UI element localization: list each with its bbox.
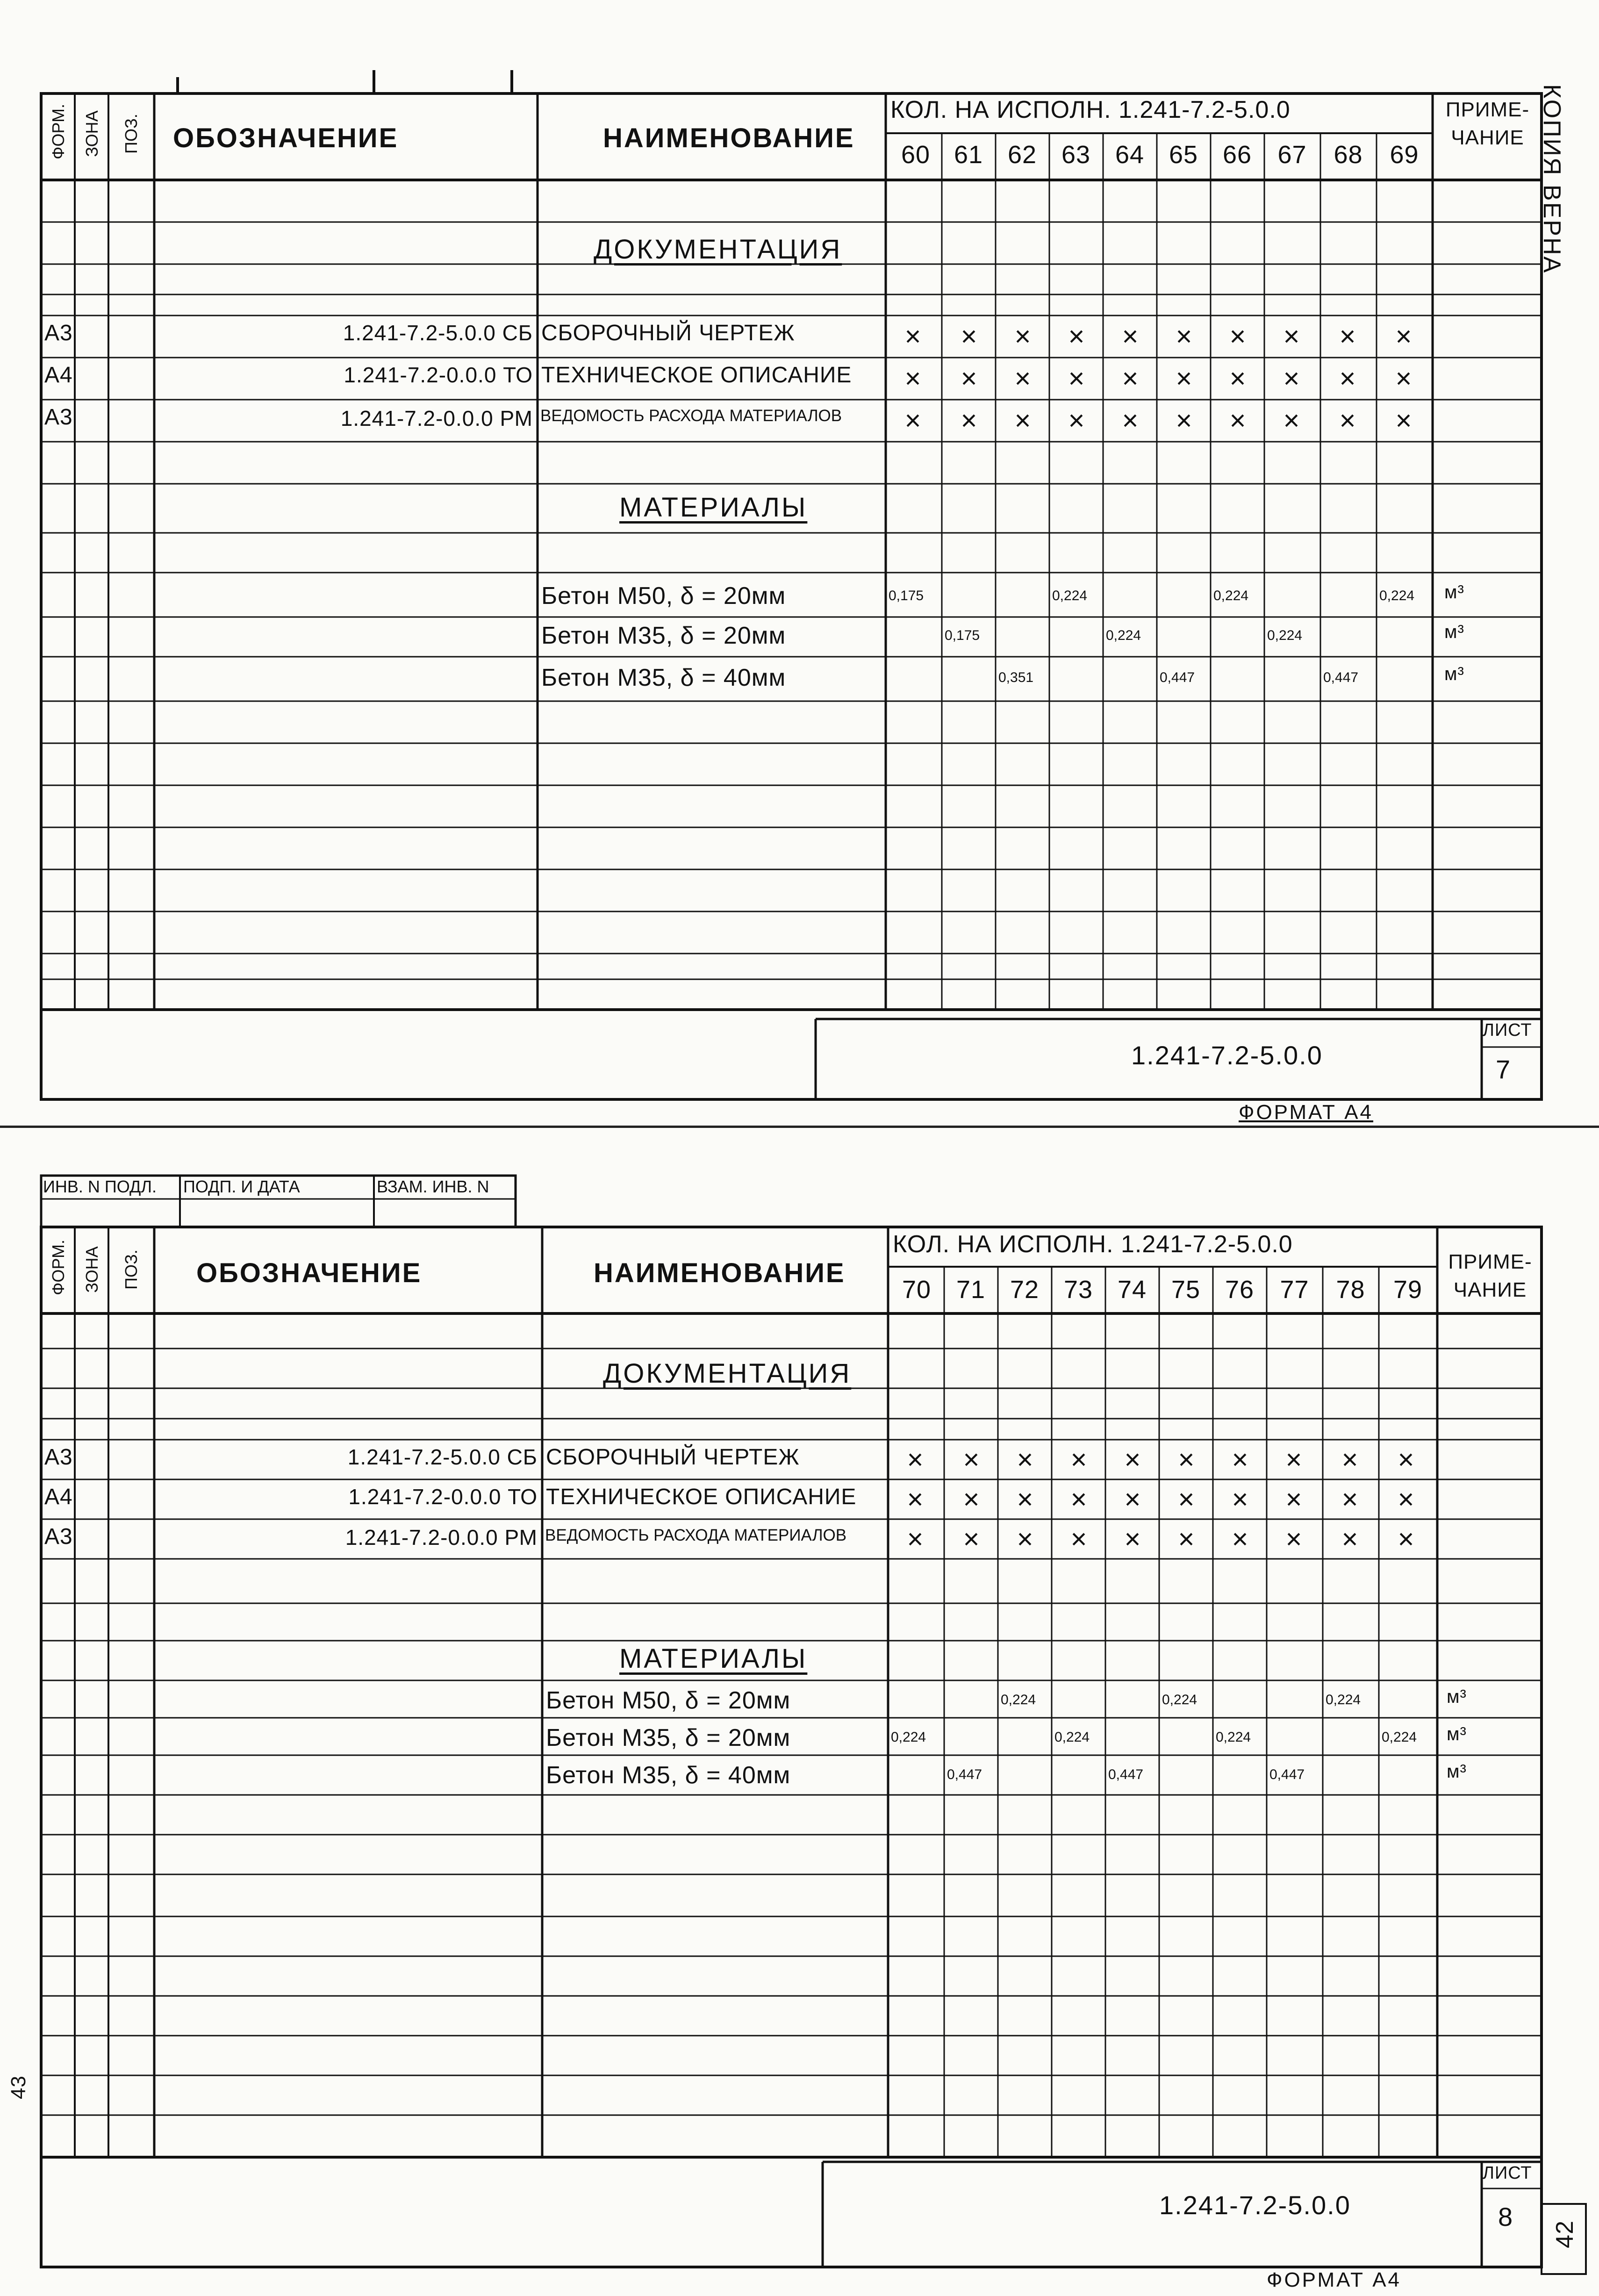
- material-name: Бетон М35, δ = 40мм: [541, 664, 786, 691]
- variant-number: 74: [1117, 1276, 1147, 1304]
- cross-mark: ×: [1283, 363, 1300, 394]
- doc-name: ВЕДОМОСТЬ РАСХОДА МАТЕРИАЛОВ: [540, 407, 842, 425]
- doc-format: А3: [44, 1445, 73, 1470]
- page-number: 42: [1551, 2220, 1578, 2248]
- stamp-inv-podl: ИНВ. N ПОДЛ.: [43, 1177, 157, 1196]
- variant-number: 71: [956, 1276, 986, 1304]
- material-unit: м³: [1444, 664, 1464, 684]
- material-quantity: 0,224: [1054, 1729, 1090, 1745]
- variant-number: 79: [1393, 1276, 1423, 1304]
- cross-mark: ×: [1178, 1523, 1195, 1555]
- doc-name: СБОРОЧНЫЙ ЧЕРТЕЖ: [541, 321, 795, 345]
- cross-mark: ×: [1283, 405, 1300, 436]
- cross-mark: ×: [904, 363, 921, 394]
- variant-number: 65: [1169, 141, 1198, 169]
- material-name: Бетон М35, δ = 20мм: [546, 1724, 791, 1751]
- cross-mark: ×: [1285, 1484, 1302, 1515]
- cross-mark: ×: [961, 363, 977, 394]
- doc-name: СБОРОЧНЫЙ ЧЕРТЕЖ: [546, 1445, 800, 1470]
- material-quantity: 0,224: [1382, 1729, 1417, 1745]
- cross-mark: ×: [1014, 363, 1031, 394]
- cross-mark: ×: [1398, 1444, 1414, 1475]
- cross-mark: ×: [1341, 1444, 1358, 1475]
- doc-format: А3: [44, 321, 73, 345]
- sheet-number: 8: [1498, 2202, 1513, 2231]
- cross-mark: ×: [1178, 1444, 1195, 1475]
- variant-number: 68: [1334, 141, 1363, 169]
- material-quantity: 0,224: [1213, 588, 1249, 603]
- header-form: ФОРМ.: [49, 1240, 68, 1295]
- header-zone: ЗОНА: [82, 1246, 101, 1293]
- header-pos: ПОЗ.: [122, 1249, 141, 1290]
- section-title-materials: МАТЕРИАЛЫ: [619, 492, 808, 523]
- cross-mark: ×: [1176, 321, 1192, 352]
- doc-format: А3: [44, 1524, 73, 1549]
- copy-stamp: КОПИЯ ВЕРНА: [1538, 84, 1565, 274]
- cross-mark: ×: [1339, 321, 1356, 352]
- doc-format: А3: [44, 405, 73, 430]
- section-title-docs: ДОКУМЕНТАЦИЯ: [594, 234, 842, 265]
- material-quantity: 0,224: [891, 1729, 926, 1745]
- doc-format: А4: [44, 363, 73, 387]
- cross-mark: ×: [1014, 321, 1031, 352]
- cross-mark: ×: [1068, 363, 1085, 394]
- stamp-podp-data: ПОДП. И ДАТА: [183, 1177, 300, 1196]
- header-pos: ПОЗ.: [122, 114, 141, 154]
- variant-number: 73: [1063, 1276, 1093, 1304]
- doc-designation: 1.241-7.2-0.0.0 РМ: [340, 406, 533, 430]
- cross-mark: ×: [1232, 1523, 1248, 1555]
- cross-mark: ×: [1395, 321, 1412, 352]
- cross-mark: ×: [1068, 405, 1085, 436]
- material-quantity: 0,447: [947, 1767, 982, 1782]
- stamp-vzam-inv: ВЗАМ. ИНВ. N: [377, 1177, 489, 1196]
- variant-number: 69: [1390, 141, 1419, 169]
- sheet-number: 7: [1496, 1055, 1511, 1084]
- header-qty: КОЛ. НА ИСПОЛН. 1.241-7.2-5.0.0: [893, 1231, 1293, 1258]
- document-number: 1.241-7.2-5.0.0: [1131, 1040, 1323, 1070]
- sheet-label: ЛИСТ: [1483, 1020, 1532, 1040]
- doc-designation: 1.241-7.2-0.0.0 РМ: [345, 1525, 538, 1550]
- cross-mark: ×: [963, 1484, 980, 1515]
- doc-designation: 1.241-7.2-0.0.0 ТО: [348, 1485, 538, 1509]
- cross-mark: ×: [907, 1444, 924, 1475]
- doc-format: А4: [44, 1485, 73, 1509]
- variant-number: 60: [901, 141, 931, 169]
- header-name: НАИМЕНОВАНИЕ: [603, 123, 855, 153]
- section-title-docs: ДОКУМЕНТАЦИЯ: [603, 1358, 852, 1389]
- material-quantity: 0,447: [1160, 670, 1195, 685]
- cross-mark: ×: [1232, 1484, 1248, 1515]
- material-quantity: 0,447: [1269, 1767, 1305, 1782]
- cross-mark: ×: [963, 1523, 980, 1555]
- material-quantity: 0,175: [945, 628, 980, 643]
- material-quantity: 0,224: [1267, 628, 1303, 643]
- cross-mark: ×: [1395, 405, 1412, 436]
- cross-mark: ×: [1178, 1484, 1195, 1515]
- material-quantity: 0,224: [1216, 1729, 1251, 1745]
- doc-designation: 1.241-7.2-5.0.0 СБ: [347, 1445, 538, 1469]
- variant-number: 78: [1336, 1276, 1365, 1304]
- material-quantity: 0,447: [1323, 670, 1359, 685]
- cross-mark: ×: [1398, 1523, 1414, 1555]
- header-designation: ОБОЗНАЧЕНИЕ: [173, 123, 399, 153]
- cross-mark: ×: [1229, 321, 1246, 352]
- header-name: НАИМЕНОВАНИЕ: [594, 1258, 846, 1288]
- format-label: ФОРМАТ А4: [1267, 2268, 1402, 2291]
- header-notes: ПРИМЕ- ЧАНИЕ: [1448, 1250, 1532, 1301]
- cross-mark: ×: [1285, 1444, 1302, 1475]
- cross-mark: ×: [1229, 363, 1246, 394]
- doc-name: ВЕДОМОСТЬ РАСХОДА МАТЕРИАЛОВ: [545, 1526, 847, 1544]
- specification-sheet-1: [0, 0, 1599, 1126]
- cross-mark: ×: [1124, 1444, 1141, 1475]
- doc-designation: 1.241-7.2-5.0.0 СБ: [343, 321, 533, 345]
- cross-mark: ×: [904, 321, 921, 352]
- variant-number: 77: [1280, 1276, 1309, 1304]
- variant-number: 61: [954, 141, 983, 169]
- section-title-materials: МАТЕРИАЛЫ: [619, 1643, 808, 1674]
- material-name: Бетон М35, δ = 20мм: [541, 622, 786, 649]
- header-zone: ЗОНА: [82, 110, 101, 157]
- cross-mark: ×: [1341, 1484, 1358, 1515]
- material-quantity: 0,447: [1108, 1767, 1144, 1782]
- cross-mark: ×: [961, 405, 977, 436]
- material-name: Бетон М50, δ = 20мм: [541, 582, 786, 610]
- cross-mark: ×: [1070, 1484, 1087, 1515]
- cross-mark: ×: [1229, 405, 1246, 436]
- specification-sheet-2: [0, 1126, 1599, 2296]
- cross-mark: ×: [1070, 1523, 1087, 1555]
- material-quantity: 0,224: [1379, 588, 1415, 603]
- cross-mark: ×: [1124, 1484, 1141, 1515]
- cross-mark: ×: [904, 405, 921, 436]
- material-quantity: 0,224: [1052, 588, 1088, 603]
- material-unit: м³: [1447, 1686, 1467, 1707]
- variant-number: 75: [1171, 1276, 1201, 1304]
- sheet-label: ЛИСТ: [1483, 2163, 1532, 2183]
- doc-designation: 1.241-7.2-0.0.0 ТО: [344, 363, 533, 387]
- document-number: 1.241-7.2-5.0.0: [1159, 2190, 1351, 2220]
- cross-mark: ×: [1283, 321, 1300, 352]
- doc-name: ТЕХНИЧЕСКОЕ ОПИСАНИЕ: [546, 1485, 857, 1509]
- header-designation: ОБОЗНАЧЕНИЕ: [196, 1258, 422, 1288]
- cross-mark: ×: [1285, 1523, 1302, 1555]
- cross-mark: ×: [907, 1484, 924, 1515]
- material-quantity: 0,224: [1326, 1692, 1361, 1708]
- header-form: ФОРМ.: [49, 104, 68, 159]
- cross-mark: ×: [1395, 363, 1412, 394]
- header-notes: ПРИМЕ- ЧАНИЕ: [1445, 98, 1530, 149]
- material-quantity: 0,224: [1162, 1692, 1197, 1708]
- cross-mark: ×: [1070, 1444, 1087, 1475]
- cross-mark: ×: [963, 1444, 980, 1475]
- material-unit: м³: [1447, 1724, 1467, 1744]
- cross-mark: ×: [1124, 1523, 1141, 1555]
- variant-number: 62: [1007, 141, 1037, 169]
- cross-mark: ×: [1341, 1523, 1358, 1555]
- material-name: Бетон М35, δ = 40мм: [546, 1762, 791, 1789]
- cross-mark: ×: [1122, 405, 1139, 436]
- variant-number: 72: [1010, 1276, 1040, 1304]
- material-quantity: 0,224: [1106, 628, 1141, 643]
- variant-number: 66: [1222, 141, 1252, 169]
- material-quantity: 0,351: [998, 670, 1034, 685]
- cross-mark: ×: [1398, 1484, 1414, 1515]
- material-quantity: 0,224: [1001, 1692, 1036, 1708]
- format-label: ФОРМАТ А4: [1239, 1101, 1374, 1124]
- variant-number: 76: [1225, 1276, 1255, 1304]
- doc-name: ТЕХНИЧЕСКОЕ ОПИСАНИЕ: [541, 363, 852, 387]
- cross-mark: ×: [1068, 321, 1085, 352]
- cross-mark: ×: [1339, 363, 1356, 394]
- material-unit: м³: [1444, 622, 1464, 642]
- cross-mark: ×: [1017, 1444, 1033, 1475]
- material-unit: м³: [1444, 582, 1464, 603]
- material-unit: м³: [1447, 1761, 1467, 1782]
- variant-number: 64: [1115, 141, 1145, 169]
- cross-mark: ×: [1232, 1444, 1248, 1475]
- cross-mark: ×: [1122, 363, 1139, 394]
- variant-number: 63: [1061, 141, 1091, 169]
- page-number-small: 43: [7, 2075, 30, 2099]
- variant-number: 70: [902, 1276, 932, 1304]
- cross-mark: ×: [907, 1523, 924, 1555]
- cross-mark: ×: [1176, 363, 1192, 394]
- material-quantity: 0,175: [889, 588, 924, 603]
- variant-number: 67: [1277, 141, 1307, 169]
- cross-mark: ×: [1176, 405, 1192, 436]
- material-name: Бетон М50, δ = 20мм: [546, 1687, 791, 1714]
- cross-mark: ×: [1122, 321, 1139, 352]
- cross-mark: ×: [1014, 405, 1031, 436]
- cross-mark: ×: [1339, 405, 1356, 436]
- cross-mark: ×: [1017, 1484, 1033, 1515]
- header-qty: КОЛ. НА ИСПОЛН. 1.241-7.2-5.0.0: [890, 96, 1291, 123]
- cross-mark: ×: [961, 321, 977, 352]
- cross-mark: ×: [1017, 1523, 1033, 1555]
